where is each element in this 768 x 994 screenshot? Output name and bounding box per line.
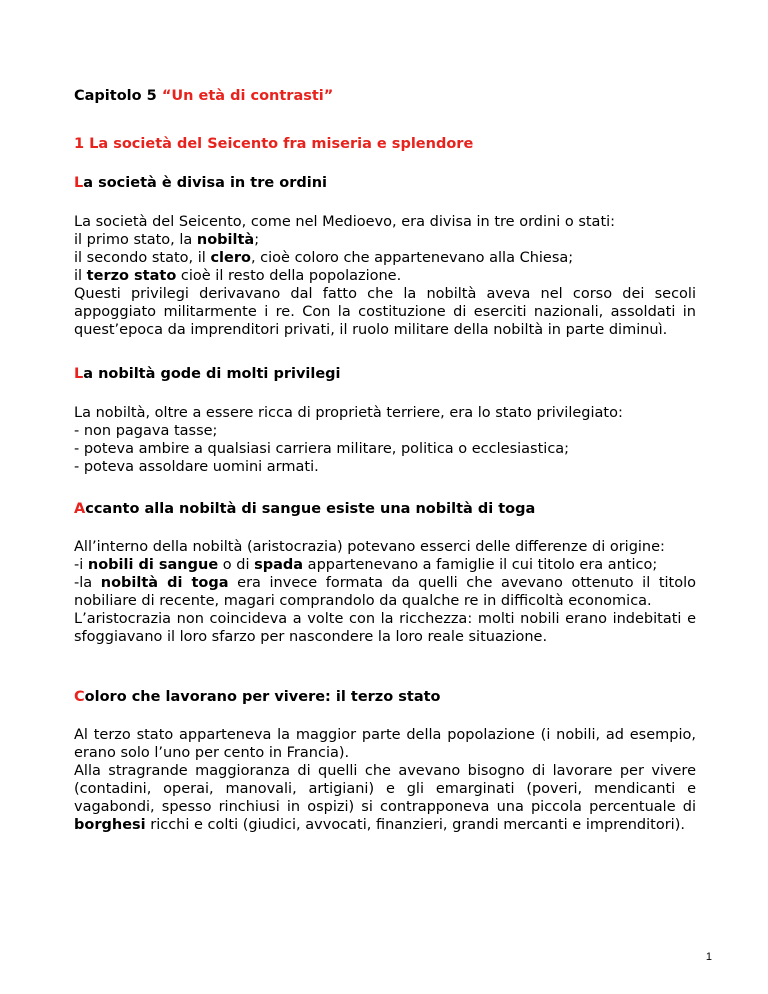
paragraph-line xyxy=(74,249,696,267)
bold-term: nobiltà di toga xyxy=(100,575,229,591)
text-run: , cioè coloro che appartenevano alla Chiesa; xyxy=(250,250,574,266)
subheading-initial: L xyxy=(74,175,84,191)
section-title: 1 La società del Seicento fra miseria e splendore xyxy=(74,136,474,152)
paragraph-item xyxy=(74,556,696,574)
chapter-label: Capitolo 5 xyxy=(74,88,157,104)
paragraph-text: All’interno della nobiltà (aristocrazia) potevano esserci delle differenze di origine: xyxy=(74,539,665,555)
list-item: - poteva assoldare uomini armati. xyxy=(74,459,319,475)
paragraph-line xyxy=(74,231,696,249)
paragraph-line: La nobiltà, oltre a essere ricca di proprietà terriere, era lo stato privilegiato: xyxy=(74,405,623,421)
paragraph-privilegi xyxy=(74,404,696,476)
text-run: il xyxy=(74,268,87,284)
subheading-initial: L xyxy=(74,366,84,382)
bold-term: nobili di sangue xyxy=(87,557,219,573)
chapter-heading xyxy=(74,87,696,105)
text-run: il primo stato, la xyxy=(74,232,197,248)
page-number: 1 xyxy=(705,951,712,963)
paragraph-text: Al terzo stato apparteneva la maggior parte della popolazione (i nobili, ad esempio, erano solo l’uno per cento in Francia). xyxy=(74,727,696,761)
paragraph-toga xyxy=(74,538,696,646)
paragraph-item xyxy=(74,574,696,610)
subheading-text: a società è divisa in tre ordini xyxy=(83,175,328,191)
text-run: ricchi e colti (giudici, avvocati, finanzieri, grandi mercanti e imprenditori). xyxy=(145,817,685,833)
subheading-initial: A xyxy=(74,501,86,517)
bold-term: borghesi xyxy=(74,817,146,833)
bold-term: terzo stato xyxy=(86,268,177,284)
subheading-ordini xyxy=(74,174,696,192)
subheading-privilegi xyxy=(74,365,696,383)
subheading-initial: C xyxy=(74,689,85,705)
text-run: -i xyxy=(74,557,88,573)
bold-term: clero xyxy=(210,250,251,266)
text-run: ; xyxy=(254,232,260,248)
paragraph-line xyxy=(74,267,696,285)
text-run: appartenevano a famiglie il cui titolo era antico; xyxy=(303,557,658,573)
subheading-text: ccanto alla nobiltà di sangue esiste una nobiltà di toga xyxy=(85,501,536,517)
bold-term: spada xyxy=(254,557,304,573)
subheading-terzo-stato xyxy=(74,688,696,706)
paragraph-terzo-stato xyxy=(74,726,696,834)
text-run: o di xyxy=(218,557,255,573)
bold-term: nobiltà xyxy=(196,232,255,248)
list-item: - non pagava tasse; xyxy=(74,423,218,439)
paragraph-text: L’aristocrazia non coincideva a volte con la ricchezza: molti nobili erano indebitati e sfoggiavano il loro sfarzo per nascondere la loro reale situazione. xyxy=(74,611,696,645)
subheading-text: a nobiltà gode di molti privilegi xyxy=(83,366,341,382)
subheading-toga xyxy=(74,500,696,518)
list-item: - poteva ambire a qualsiasi carriera militare, politica o ecclesiastica; xyxy=(74,441,570,457)
paragraph-text: Questi privilegi derivavano dal fatto che la nobiltà aveva nel corso dei secoli appoggiato militarmente i re. Con la costituzione di eserciti nazionali, assoldati in quest’epoca da imprenditori privati, il ruolo militare della nobiltà in parte diminuì. xyxy=(74,286,696,338)
text-run: Alla stragrande maggioranza di quelli che avevano bisogno di lavorare per vivere (contadini, operai, manovali, artigiani) e gli emarginati (poveri, mendicanti e vagabondi, spesso rinchiusi in ospizi) si contrapponeva una piccola percentuale di xyxy=(74,763,696,815)
paragraph-text xyxy=(74,762,696,834)
chapter-title: “Un età di contrasti” xyxy=(161,88,334,104)
text-run: era invece formata da quelli che avevano ottenuto il titolo nobiliare di recente, magari comprandolo da qualche re in difficoltà economica. xyxy=(74,575,696,609)
paragraph-ordini xyxy=(74,213,696,339)
text-run: -la xyxy=(74,575,101,591)
subheading-text: oloro che lavorano per vivere: il terzo stato xyxy=(84,689,441,705)
text-run: il secondo stato, il xyxy=(74,250,211,266)
text-run: cioè il resto della popolazione. xyxy=(176,268,402,284)
paragraph-line: La società del Seicento, come nel Medioevo, era divisa in tre ordini o stati: xyxy=(74,214,616,230)
